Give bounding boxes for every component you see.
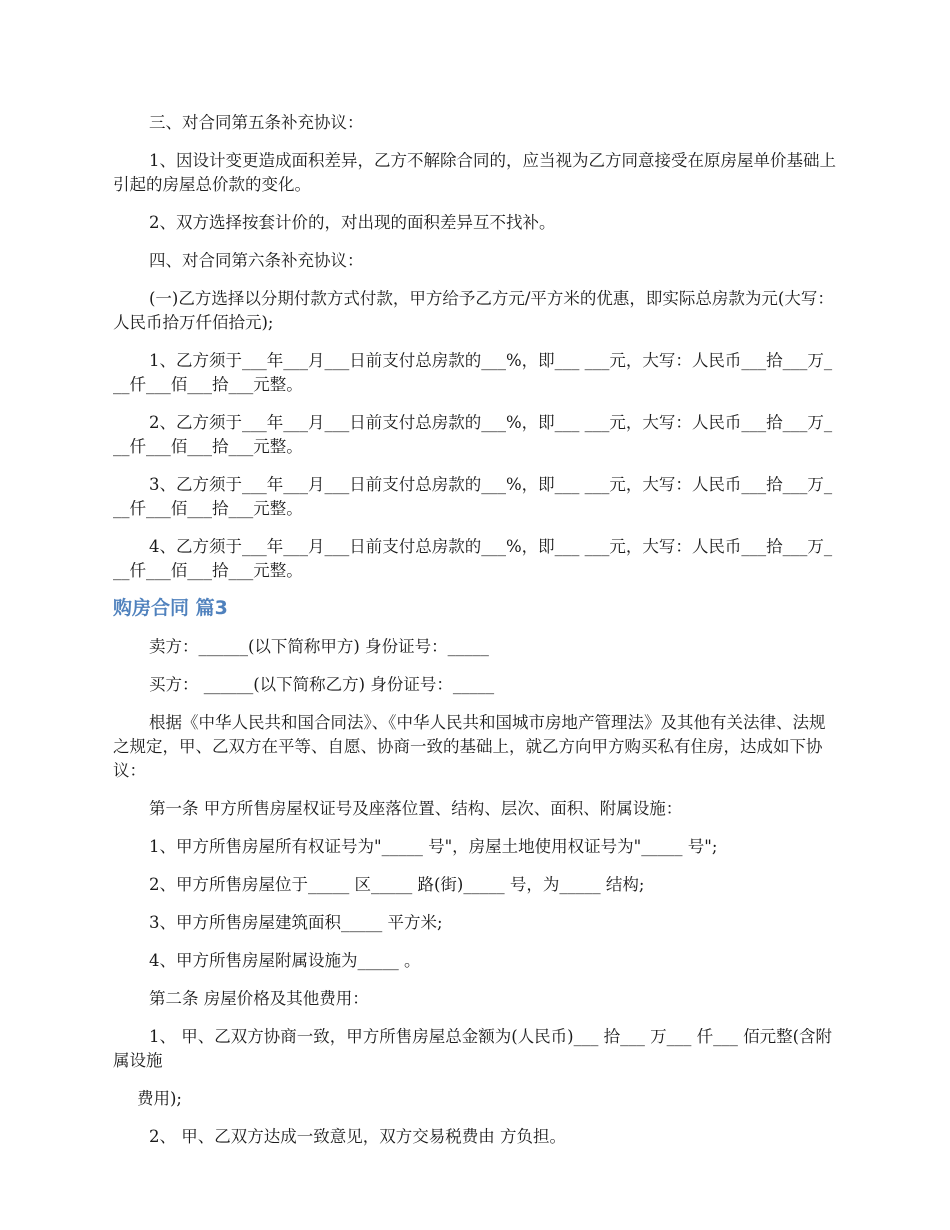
paragraph: 2、甲方所售房屋位于_____ 区_____ 路(街)_____ 号，为_____ 结构;: [149, 875, 645, 894]
paragraph: (一)乙方选择以分期付款方式付款，甲方给予乙方元/平方米的优惠，即实际总房款为元(大写：人民币拾万仟佰拾元);: [113, 289, 834, 332]
document-content: [113, 111, 836, 1163]
paragraph: 四、对合同第六条补充协议：: [149, 251, 364, 270]
paragraph: 2、 甲、乙双方达成一致意见，双方交易税费由 方负担。: [149, 1127, 566, 1146]
paragraph: 买方： ______(以下简称乙方) 身份证号：_____: [149, 675, 495, 694]
paragraph: 根据《中华人民共和国合同法》、《中华人民共和国城市房地产管理法》及其他有关法律、法规之规定，甲、乙双方在平等、自愿、协商一致的基础上，就乙方向甲方购买私有住房，达成如下协议：: [113, 713, 826, 780]
paragraph: 费用);: [137, 1089, 182, 1108]
paragraph: 1、 甲、乙双方协商一致，甲方所售房屋总金额为(人民币)___ 拾___ 万___ 仟___ 佰元整(含附属设施: [113, 1027, 833, 1070]
paragraph: 1、甲方所售房屋所有权证号为"_____ 号"，房屋土地使用权证号为"_____ 号";: [149, 837, 718, 856]
paragraph: 3、甲方所售房屋建筑面积_____ 平方米;: [149, 913, 443, 932]
paragraph: 4、乙方须于___年___月___日前支付总房款的___%，即___ ___元，大写：人民币___拾___万___仟___佰___拾___元整。: [113, 537, 833, 580]
section-heading: 购房合同 篇3: [113, 597, 228, 619]
paragraph: 卖方：______(以下简称甲方) 身份证号：_____: [149, 637, 489, 656]
paragraph: 1、乙方须于___年___月___日前支付总房款的___%，即___ ___元，大写：人民币___拾___万___仟___佰___拾___元整。: [113, 351, 833, 394]
paragraph: 3、乙方须于___年___月___日前支付总房款的___%，即___ ___元，大写：人民币___拾___万___仟___佰___拾___元整。: [113, 475, 833, 518]
paragraph: 三、对合同第五条补充协议：: [149, 113, 364, 132]
paragraph: 2、乙方须于___年___月___日前支付总房款的___%，即___ ___元，大写：人民币___拾___万___仟___佰___拾___元整。: [113, 413, 833, 456]
paragraph: 第二条 房屋价格及其他费用：: [149, 989, 369, 1008]
paragraph: 第一条 甲方所售房屋权证号及座落位置、结构、层次、面积、附属设施：: [149, 799, 683, 818]
paragraph: 2、双方选择按套计价的，对出现的面积差异互不找补。: [149, 213, 556, 232]
paragraph: 4、甲方所售房屋附属设施为_____ 。: [149, 951, 421, 970]
paragraph: 1、因设计变更造成面积差异，乙方不解除合同的，应当视为乙方同意接受在原房屋单价基础上引起的房屋总价款的变化。: [113, 151, 836, 194]
